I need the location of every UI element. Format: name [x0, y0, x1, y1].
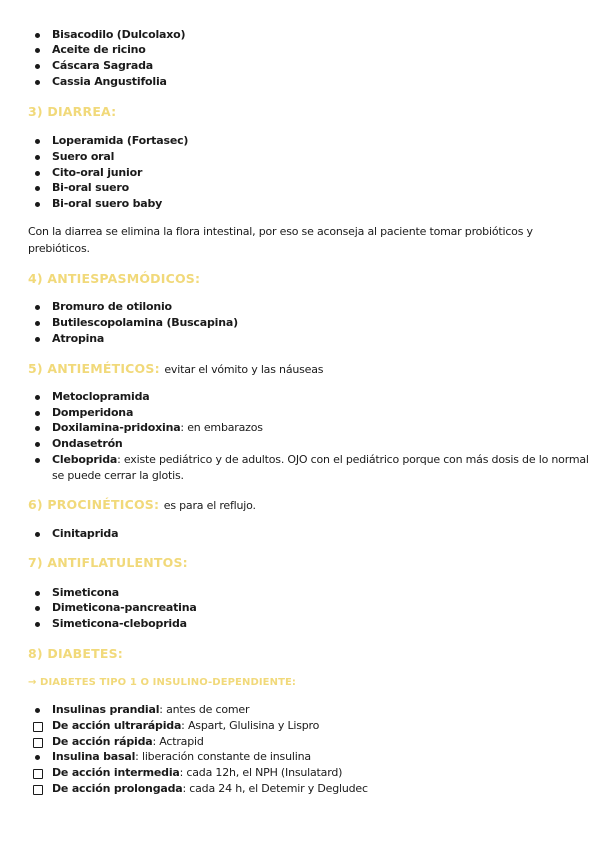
diarrea-note: Con la diarrea se elimina la flora intestinal, por eso se aconseja al paciente tomar probióticos y prebióticos. — [28, 225, 533, 255]
list-item: Bi-oral suero — [52, 181, 129, 194]
bullet-icon — [35, 442, 40, 447]
list-item: Atropina — [52, 332, 105, 345]
bullet-icon — [35, 186, 40, 191]
list-item: Ondasetrón — [52, 437, 123, 450]
bullet-icon — [35, 80, 40, 85]
procineticos-note: es para el reflujo. — [163, 499, 256, 512]
section-heading-diarrea: 3) DIARREA: — [28, 104, 117, 119]
checkbox[interactable] — [33, 769, 43, 779]
list-item: Suero oral — [52, 150, 115, 163]
list-item: Aceite de ricino — [52, 43, 146, 56]
antiemeticos-note: evitar el vómito y las náuseas — [164, 363, 324, 376]
bullet-icon — [35, 591, 40, 596]
section-heading-procineticos: 6) PROCINÉTICOS: es para el reflujo. — [28, 497, 256, 512]
bullet-icon — [35, 606, 40, 611]
list-item: Cáscara Sagrada — [52, 59, 154, 72]
list-item: Dimeticona-pancreatina — [52, 601, 197, 614]
checklist-item: De acción prolongada: cada 24 h, el Detemir y Degludec — [52, 782, 368, 795]
list-item: Bromuro de otilonio — [52, 300, 172, 313]
list-item: Simeticona — [52, 586, 119, 599]
list-item: Insulinas prandial: antes de comer — [52, 703, 250, 716]
list-item: Metoclopramida — [52, 390, 150, 403]
section-heading-antiespasmodicos: 4) ANTIESPASMÓDICOS: — [28, 271, 201, 286]
bullet-icon — [35, 202, 40, 207]
bullet-icon — [35, 48, 40, 53]
list-item: Domperidona — [52, 406, 134, 419]
section-heading-antiflatulentos: 7) ANTIFLATULENTOS: — [28, 555, 188, 570]
section-heading-antiemeticos: 5) ANTIEMÉTICOS: evitar el vómito y las náuseas — [28, 361, 324, 376]
bullet-icon — [35, 395, 40, 400]
bullet-icon — [35, 708, 40, 713]
checklist-item: De acción ultrarápida: Aspart, Glulisina y Lispro — [52, 719, 320, 732]
bullet-icon — [35, 155, 40, 160]
bullet-icon — [35, 305, 40, 310]
section-heading-diabetes: 8) DIABETES: — [28, 646, 123, 661]
list-item: Insulina basal: liberación constante de insulina — [52, 750, 311, 763]
list-item: Bi-oral suero baby — [52, 197, 163, 210]
bullet-icon — [35, 532, 40, 537]
bullet-icon — [35, 426, 40, 431]
bullet-icon — [35, 458, 40, 463]
list-item: Cassia Angustifolia — [52, 75, 167, 88]
bullet-icon — [35, 337, 40, 342]
subsection-heading-diabetes-tipo1: → DIABETES TIPO 1 O INSULINO-DEPENDIENTE: — [28, 677, 297, 688]
list-item: Cleboprida: existe pediátrico y de adultos. OJO con el pediátrico porque con más dosis de lo normal — [52, 453, 589, 466]
list-item: Doxilamina-pridoxina: en embarazos — [52, 421, 263, 434]
bullet-icon — [35, 622, 40, 627]
list-item: Butilescopolamina (Buscapina) — [52, 316, 238, 329]
list-item: Loperamida (Fortasec) — [52, 134, 189, 147]
list-item: Bisacodilo (Dulcolaxo) — [52, 28, 186, 41]
checkbox[interactable] — [33, 785, 43, 795]
list-item: Simeticona-cleboprida — [52, 617, 187, 630]
list-item: Cito-oral junior — [52, 166, 143, 179]
bullet-icon — [35, 411, 40, 416]
checklist-item: De acción rápida: Actrapid — [52, 735, 204, 748]
checkbox[interactable] — [33, 738, 43, 748]
bullet-icon — [35, 64, 40, 69]
checklist-item: De acción intermedia: cada 12h, el NPH (Insulatard) — [52, 766, 343, 779]
list-item-continuation: se puede cerrar la glotis. — [52, 469, 184, 482]
bullet-icon — [35, 33, 40, 38]
bullet-icon — [35, 755, 40, 760]
bullet-icon — [35, 139, 40, 144]
bullet-icon — [35, 321, 40, 326]
bullet-icon — [35, 171, 40, 176]
list-item: Cinitaprida — [52, 527, 119, 540]
checkbox[interactable] — [33, 722, 43, 732]
